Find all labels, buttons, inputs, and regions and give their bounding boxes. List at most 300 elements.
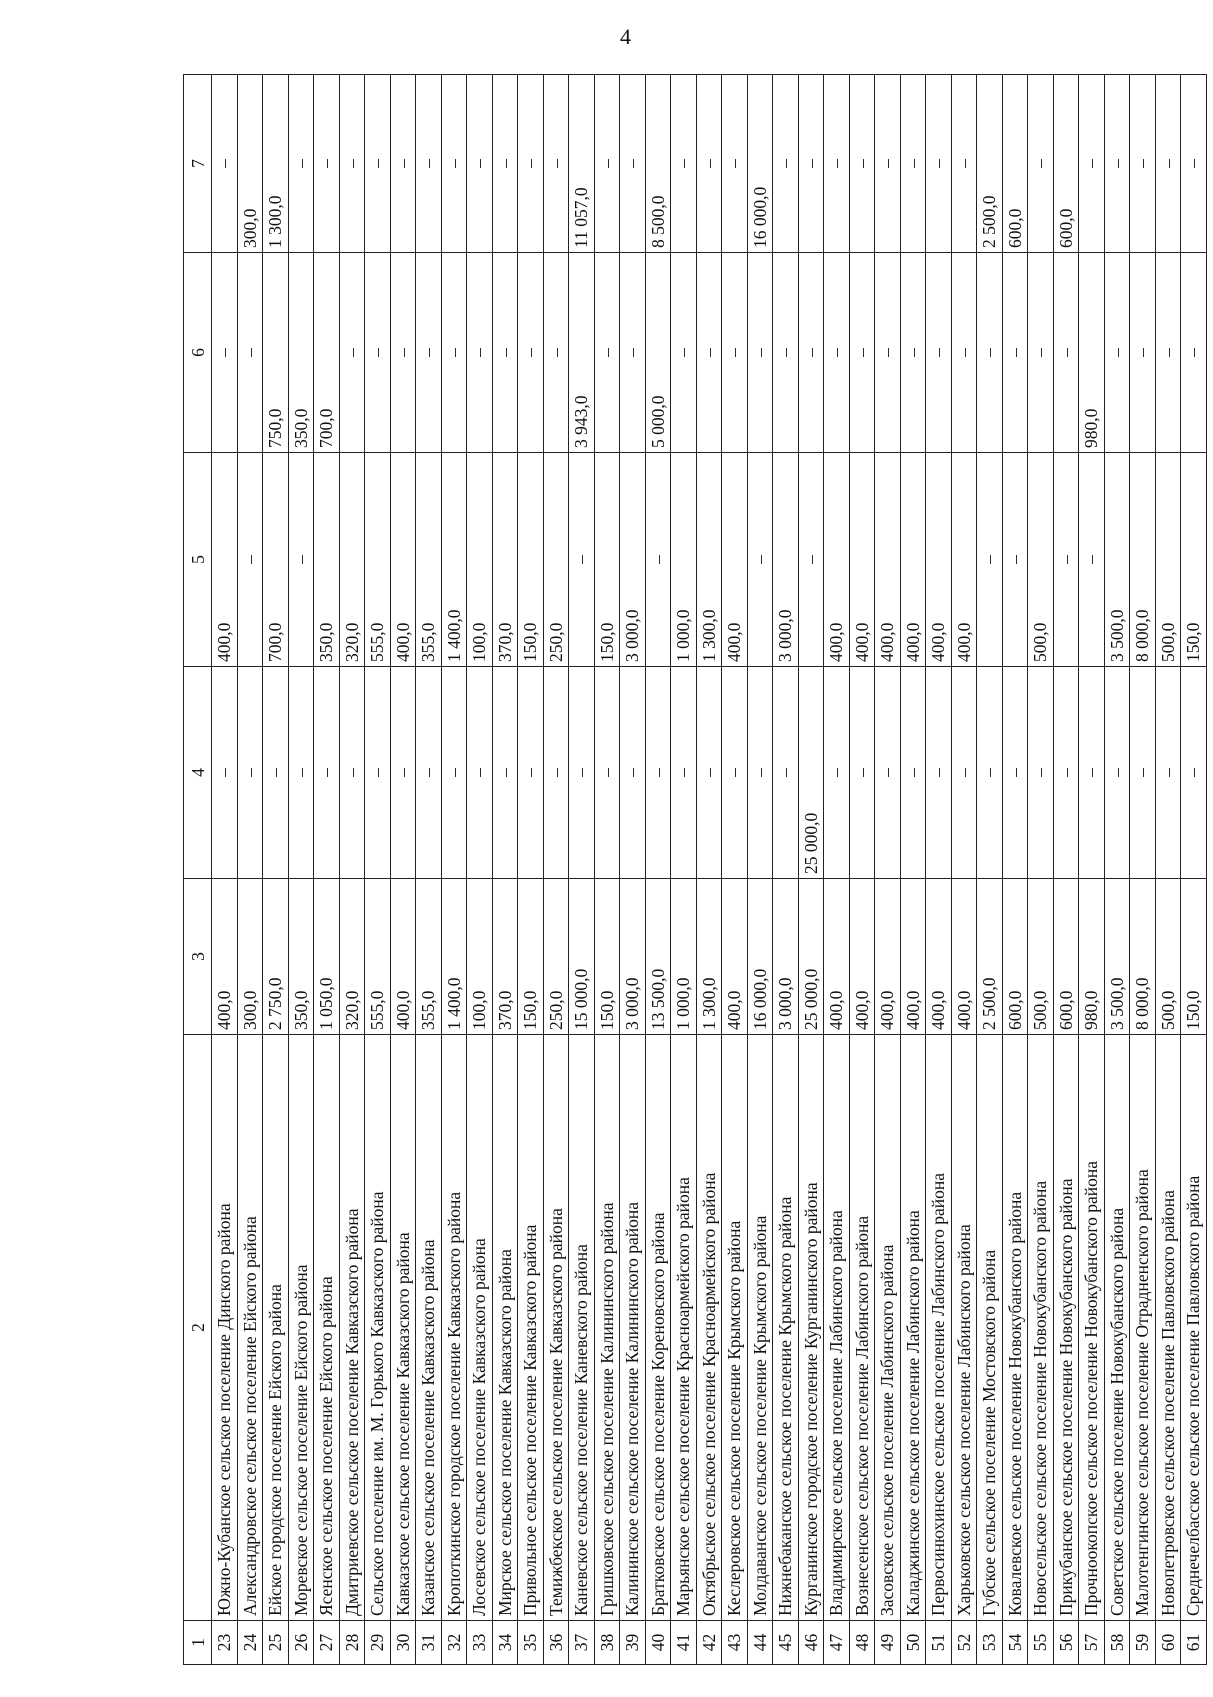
table-body bbox=[212, 75, 1207, 1665]
value-col5: 150,0 bbox=[1181, 453, 1207, 667]
value-col7: – bbox=[492, 75, 518, 253]
value-col6: – bbox=[824, 253, 850, 453]
value-col5: 320,0 bbox=[339, 453, 365, 667]
settlement-name: Темижбекское сельское поселение Кавказского района bbox=[543, 1035, 569, 1621]
column-header: 4 bbox=[184, 667, 212, 879]
value-col5: 400,0 bbox=[722, 453, 748, 667]
value-col5: 3 500,0 bbox=[1104, 453, 1130, 667]
row-number: 51 bbox=[926, 1621, 952, 1665]
value-col5: – bbox=[1002, 453, 1028, 667]
value-col3: 400,0 bbox=[390, 879, 416, 1035]
value-col6: – bbox=[1181, 253, 1207, 453]
value-col5: 3 000,0 bbox=[773, 453, 799, 667]
value-col4: – bbox=[263, 667, 289, 879]
value-col4: – bbox=[314, 667, 340, 879]
value-col4: – bbox=[900, 667, 926, 879]
value-col4: – bbox=[1002, 667, 1028, 879]
value-col6: 3 943,0 bbox=[569, 253, 595, 453]
value-col3: 300,0 bbox=[237, 879, 263, 1035]
value-col3: 1 000,0 bbox=[671, 879, 697, 1035]
row-number: 38 bbox=[594, 1621, 620, 1665]
value-col4: – bbox=[773, 667, 799, 879]
settlement-name: Кропоткинское городское поселение Кавказского района bbox=[441, 1035, 467, 1621]
value-col6: – bbox=[696, 253, 722, 453]
value-col6: – bbox=[237, 253, 263, 453]
value-col6: – bbox=[977, 253, 1003, 453]
table-header-row bbox=[184, 75, 212, 1665]
row-number: 42 bbox=[696, 1621, 722, 1665]
value-col7: – bbox=[1155, 75, 1181, 253]
value-col4: – bbox=[722, 667, 748, 879]
row-number: 43 bbox=[722, 1621, 748, 1665]
value-col3: 150,0 bbox=[594, 879, 620, 1035]
value-col6: – bbox=[849, 253, 875, 453]
value-col3: 8 000,0 bbox=[1130, 879, 1156, 1035]
value-col3: 1 050,0 bbox=[314, 879, 340, 1035]
value-col7: – bbox=[467, 75, 493, 253]
settlement-name: Кеслеровское сельское поселение Крымского района bbox=[722, 1035, 748, 1621]
value-col4: – bbox=[1155, 667, 1181, 879]
table-row bbox=[390, 75, 416, 1665]
value-col6: – bbox=[1002, 253, 1028, 453]
value-col5: – bbox=[747, 453, 773, 667]
value-col5: 400,0 bbox=[824, 453, 850, 667]
row-number: 29 bbox=[365, 1621, 391, 1665]
value-col6: – bbox=[1028, 253, 1054, 453]
value-col5: – bbox=[645, 453, 671, 667]
value-col3: 100,0 bbox=[467, 879, 493, 1035]
value-col5: 400,0 bbox=[951, 453, 977, 667]
value-col5: 400,0 bbox=[212, 453, 238, 667]
settlement-name: Александровское сельское поселение Ейского района bbox=[237, 1035, 263, 1621]
row-number: 24 bbox=[237, 1621, 263, 1665]
table-row bbox=[492, 75, 518, 1665]
table-row bbox=[824, 75, 850, 1665]
value-col7: – bbox=[365, 75, 391, 253]
table-row bbox=[365, 75, 391, 1665]
table-row bbox=[212, 75, 238, 1665]
value-col7: – bbox=[1181, 75, 1207, 253]
value-col6: – bbox=[951, 253, 977, 453]
row-number: 27 bbox=[314, 1621, 340, 1665]
row-number: 59 bbox=[1130, 1621, 1156, 1665]
table-row bbox=[1002, 75, 1028, 1665]
row-number: 32 bbox=[441, 1621, 467, 1665]
settlement-name: Калининское сельское поселение Калининского района bbox=[620, 1035, 646, 1621]
value-col5: 500,0 bbox=[1155, 453, 1181, 667]
settlement-name: Первосинюхинское сельское поселение Лабинского района bbox=[926, 1035, 952, 1621]
settlement-name: Каладжинское сельское поселение Лабинского района bbox=[900, 1035, 926, 1621]
value-col3: 500,0 bbox=[1155, 879, 1181, 1035]
value-col5: 1 400,0 bbox=[441, 453, 467, 667]
value-col6: – bbox=[594, 253, 620, 453]
value-col3: 370,0 bbox=[492, 879, 518, 1035]
value-col3: 2 750,0 bbox=[263, 879, 289, 1035]
settlement-name: Ковалевское сельское поселение Новокубанского района bbox=[1002, 1035, 1028, 1621]
row-number: 40 bbox=[645, 1621, 671, 1665]
value-col4: – bbox=[1181, 667, 1207, 879]
value-col5: 150,0 bbox=[594, 453, 620, 667]
settlement-name: Октябрьское сельское поселение Красноармейского района bbox=[696, 1035, 722, 1621]
value-col3: 400,0 bbox=[212, 879, 238, 1035]
value-col4: – bbox=[1130, 667, 1156, 879]
value-col7: – bbox=[441, 75, 467, 253]
value-col4: – bbox=[237, 667, 263, 879]
settlement-name: Сельское поселение им. М. Горького Кавказского района bbox=[365, 1035, 391, 1621]
value-col3: 400,0 bbox=[951, 879, 977, 1035]
value-col7: – bbox=[339, 75, 365, 253]
value-col5: – bbox=[569, 453, 595, 667]
row-number: 34 bbox=[492, 1621, 518, 1665]
value-col7: 11 057,0 bbox=[569, 75, 595, 253]
value-col5: 400,0 bbox=[849, 453, 875, 667]
value-col7: 600,0 bbox=[1053, 75, 1079, 253]
value-col6: – bbox=[1130, 253, 1156, 453]
table-row bbox=[263, 75, 289, 1665]
value-col5: 500,0 bbox=[1028, 453, 1054, 667]
value-col5: 150,0 bbox=[518, 453, 544, 667]
value-col5: 350,0 bbox=[314, 453, 340, 667]
value-col7: – bbox=[518, 75, 544, 253]
value-col6: – bbox=[620, 253, 646, 453]
value-col6: – bbox=[926, 253, 952, 453]
table-row bbox=[288, 75, 314, 1665]
table-row bbox=[798, 75, 824, 1665]
value-col4: – bbox=[365, 667, 391, 879]
table-row bbox=[237, 75, 263, 1665]
value-col6: – bbox=[390, 253, 416, 453]
value-col7: – bbox=[849, 75, 875, 253]
value-col3: 400,0 bbox=[875, 879, 901, 1035]
value-col6: – bbox=[1053, 253, 1079, 453]
row-number: 31 bbox=[416, 1621, 442, 1665]
value-col4: – bbox=[339, 667, 365, 879]
budget-table bbox=[183, 74, 1207, 1665]
value-col7: 2 500,0 bbox=[977, 75, 1003, 253]
value-col7: – bbox=[314, 75, 340, 253]
value-col7: – bbox=[824, 75, 850, 253]
value-col4: – bbox=[824, 667, 850, 879]
settlement-name: Засовское сельское поселение Лабинского района bbox=[875, 1035, 901, 1621]
column-header: 2 bbox=[184, 1035, 212, 1621]
settlement-name: Марьянское сельское поселение Красноармейского района bbox=[671, 1035, 697, 1621]
row-number: 50 bbox=[900, 1621, 926, 1665]
table-row bbox=[926, 75, 952, 1665]
value-col5: 1 000,0 bbox=[671, 453, 697, 667]
value-col6: 5 000,0 bbox=[645, 253, 671, 453]
value-col6: – bbox=[798, 253, 824, 453]
table-row bbox=[1104, 75, 1130, 1665]
settlement-name: Дмитриевское сельское поселение Кавказского района bbox=[339, 1035, 365, 1621]
value-col6: – bbox=[722, 253, 748, 453]
settlement-name: Среднечелбасское сельское поселение Павловского района bbox=[1181, 1035, 1207, 1621]
row-number: 47 bbox=[824, 1621, 850, 1665]
value-col4: – bbox=[594, 667, 620, 879]
column-header: 7 bbox=[184, 75, 212, 253]
settlement-name: Лосевское сельское поселение Кавказского района bbox=[467, 1035, 493, 1621]
settlement-name: Вознесенское сельское поселение Лабинского района bbox=[849, 1035, 875, 1621]
value-col3: 15 000,0 bbox=[569, 879, 595, 1035]
value-col6: – bbox=[339, 253, 365, 453]
value-col3: 400,0 bbox=[722, 879, 748, 1035]
value-col4: – bbox=[416, 667, 442, 879]
value-col5: 400,0 bbox=[875, 453, 901, 667]
value-col6: – bbox=[416, 253, 442, 453]
value-col7: – bbox=[671, 75, 697, 253]
value-col5: 400,0 bbox=[900, 453, 926, 667]
value-col4: – bbox=[1028, 667, 1054, 879]
row-number: 36 bbox=[543, 1621, 569, 1665]
table-row bbox=[543, 75, 569, 1665]
page-number: 4 bbox=[620, 24, 631, 49]
value-col5: – bbox=[237, 453, 263, 667]
column-header: 3 bbox=[184, 879, 212, 1035]
row-number: 56 bbox=[1053, 1621, 1079, 1665]
settlement-name: Новопетровское сельское поселение Павловского района bbox=[1155, 1035, 1181, 1621]
row-number: 53 bbox=[977, 1621, 1003, 1665]
value-col7: 1 300,0 bbox=[263, 75, 289, 253]
value-col7: 300,0 bbox=[237, 75, 263, 253]
value-col7: – bbox=[696, 75, 722, 253]
value-col5: 555,0 bbox=[365, 453, 391, 667]
row-number: 44 bbox=[747, 1621, 773, 1665]
table-row bbox=[1155, 75, 1181, 1665]
row-number: 55 bbox=[1028, 1621, 1054, 1665]
value-col3: 150,0 bbox=[518, 879, 544, 1035]
value-col4: – bbox=[875, 667, 901, 879]
table-row bbox=[314, 75, 340, 1665]
table-row bbox=[1028, 75, 1054, 1665]
settlement-name: Ясенское сельское поселение Ейского района bbox=[314, 1035, 340, 1621]
table-row bbox=[722, 75, 748, 1665]
value-col4: – bbox=[620, 667, 646, 879]
table-row bbox=[747, 75, 773, 1665]
value-col4: 25 000,0 bbox=[798, 667, 824, 879]
value-col7: – bbox=[926, 75, 952, 253]
value-col7: – bbox=[1028, 75, 1054, 253]
table-row bbox=[900, 75, 926, 1665]
value-col3: 500,0 bbox=[1028, 879, 1054, 1035]
table-row bbox=[569, 75, 595, 1665]
row-number: 57 bbox=[1079, 1621, 1105, 1665]
value-col4: – bbox=[492, 667, 518, 879]
table-row bbox=[518, 75, 544, 1665]
value-col6: – bbox=[1104, 253, 1130, 453]
table-row bbox=[1130, 75, 1156, 1665]
value-col5: 8 000,0 bbox=[1130, 453, 1156, 667]
row-number: 46 bbox=[798, 1621, 824, 1665]
table-row bbox=[1053, 75, 1079, 1665]
table-row bbox=[645, 75, 671, 1665]
table-row bbox=[620, 75, 646, 1665]
value-col3: 150,0 bbox=[1181, 879, 1207, 1035]
value-col4: – bbox=[849, 667, 875, 879]
value-col7: – bbox=[900, 75, 926, 253]
settlement-name: Прикубанское сельское поселение Новокубанского района bbox=[1053, 1035, 1079, 1621]
rotated-table-container bbox=[183, 75, 1213, 1665]
settlement-name: Советское сельское поселение Новокубанского района bbox=[1104, 1035, 1130, 1621]
settlement-name: Мирское сельское поселение Кавказского района bbox=[492, 1035, 518, 1621]
value-col4: – bbox=[212, 667, 238, 879]
table-row bbox=[773, 75, 799, 1665]
value-col7: 600,0 bbox=[1002, 75, 1028, 253]
row-number: 25 bbox=[263, 1621, 289, 1665]
value-col4: – bbox=[569, 667, 595, 879]
value-col7: – bbox=[212, 75, 238, 253]
settlement-name: Каневское сельское поселение Каневского района bbox=[569, 1035, 595, 1621]
value-col3: 3 000,0 bbox=[773, 879, 799, 1035]
value-col6: – bbox=[773, 253, 799, 453]
row-number: 39 bbox=[620, 1621, 646, 1665]
settlement-name: Владимирское сельское поселение Лабинского района bbox=[824, 1035, 850, 1621]
settlement-name: Губское сельское поселение Мостовского района bbox=[977, 1035, 1003, 1621]
value-col4: – bbox=[543, 667, 569, 879]
row-number: 26 bbox=[288, 1621, 314, 1665]
row-number: 33 bbox=[467, 1621, 493, 1665]
value-col3: 320,0 bbox=[339, 879, 365, 1035]
value-col7: 16 000,0 bbox=[747, 75, 773, 253]
value-col6: 750,0 bbox=[263, 253, 289, 453]
table-row bbox=[1181, 75, 1207, 1665]
row-number: 23 bbox=[212, 1621, 238, 1665]
value-col3: 16 000,0 bbox=[747, 879, 773, 1035]
table-row bbox=[696, 75, 722, 1665]
value-col4: – bbox=[467, 667, 493, 879]
value-col7: – bbox=[543, 75, 569, 253]
table-row bbox=[849, 75, 875, 1665]
value-col3: 350,0 bbox=[288, 879, 314, 1035]
value-col7: – bbox=[594, 75, 620, 253]
value-col3: 3 000,0 bbox=[620, 879, 646, 1035]
value-col7: – bbox=[798, 75, 824, 253]
row-number: 58 bbox=[1104, 1621, 1130, 1665]
value-col3: 400,0 bbox=[926, 879, 952, 1035]
value-col6: – bbox=[365, 253, 391, 453]
value-col6: – bbox=[1155, 253, 1181, 453]
value-col5: 355,0 bbox=[416, 453, 442, 667]
value-col5: – bbox=[1053, 453, 1079, 667]
value-col6: – bbox=[441, 253, 467, 453]
value-col3: 600,0 bbox=[1053, 879, 1079, 1035]
value-col3: 2 500,0 bbox=[977, 879, 1003, 1035]
row-number: 28 bbox=[339, 1621, 365, 1665]
table-row bbox=[594, 75, 620, 1665]
value-col4: – bbox=[1053, 667, 1079, 879]
value-col6: – bbox=[212, 253, 238, 453]
table-row bbox=[671, 75, 697, 1665]
settlement-name: Курганинское городское поселение Курганинского района bbox=[798, 1035, 824, 1621]
settlement-name: Братковское сельское поселение Кореновского района bbox=[645, 1035, 671, 1621]
settlement-name: Харьковское сельское поселение Лабинского района bbox=[951, 1035, 977, 1621]
settlement-name: Гришковское сельское поселение Калининского района bbox=[594, 1035, 620, 1621]
value-col5: – bbox=[288, 453, 314, 667]
settlement-name: Казанское сельское поселение Кавказского района bbox=[416, 1035, 442, 1621]
value-col3: 555,0 bbox=[365, 879, 391, 1035]
table-row bbox=[441, 75, 467, 1665]
value-col5: 100,0 bbox=[467, 453, 493, 667]
value-col5: – bbox=[798, 453, 824, 667]
value-col7: – bbox=[875, 75, 901, 253]
value-col3: 25 000,0 bbox=[798, 879, 824, 1035]
column-header: 5 bbox=[184, 453, 212, 667]
table-row bbox=[339, 75, 365, 1665]
value-col6: – bbox=[492, 253, 518, 453]
value-col6: – bbox=[900, 253, 926, 453]
value-col4: – bbox=[288, 667, 314, 879]
row-number: 52 bbox=[951, 1621, 977, 1665]
value-col5: 400,0 bbox=[390, 453, 416, 667]
value-col7: – bbox=[288, 75, 314, 253]
value-col7: – bbox=[773, 75, 799, 253]
row-number: 54 bbox=[1002, 1621, 1028, 1665]
value-col4: – bbox=[977, 667, 1003, 879]
value-col6: – bbox=[875, 253, 901, 453]
value-col4: – bbox=[1104, 667, 1130, 879]
value-col4: – bbox=[441, 667, 467, 879]
value-col5: 370,0 bbox=[492, 453, 518, 667]
value-col4: – bbox=[671, 667, 697, 879]
value-col4: – bbox=[696, 667, 722, 879]
table-row bbox=[467, 75, 493, 1665]
value-col7: 8 500,0 bbox=[645, 75, 671, 253]
value-col3: 600,0 bbox=[1002, 879, 1028, 1035]
value-col5: – bbox=[1079, 453, 1105, 667]
settlement-name: Ейское городское поселение Ейского района bbox=[263, 1035, 289, 1621]
column-header: 1 bbox=[184, 1621, 212, 1665]
row-number: 30 bbox=[390, 1621, 416, 1665]
value-col4: – bbox=[1079, 667, 1105, 879]
value-col7: – bbox=[620, 75, 646, 253]
value-col7: – bbox=[416, 75, 442, 253]
value-col4: – bbox=[747, 667, 773, 879]
value-col4: – bbox=[390, 667, 416, 879]
value-col7: – bbox=[1104, 75, 1130, 253]
value-col4: – bbox=[518, 667, 544, 879]
column-header: 6 bbox=[184, 253, 212, 453]
value-col5: 250,0 bbox=[543, 453, 569, 667]
value-col5: 1 300,0 bbox=[696, 453, 722, 667]
row-number: 45 bbox=[773, 1621, 799, 1665]
settlement-name: Молдаванское сельское поселение Крымского района bbox=[747, 1035, 773, 1621]
settlement-name: Моревское сельское поселение Ейского района bbox=[288, 1035, 314, 1621]
value-col7: – bbox=[951, 75, 977, 253]
value-col6: – bbox=[543, 253, 569, 453]
value-col3: 355,0 bbox=[416, 879, 442, 1035]
value-col3: 3 500,0 bbox=[1104, 879, 1130, 1035]
settlement-name: Малотенгинское сельское поселение Отрадненского района bbox=[1130, 1035, 1156, 1621]
row-number: 61 bbox=[1181, 1621, 1207, 1665]
value-col7: – bbox=[390, 75, 416, 253]
settlement-name: Привольное сельское поселение Кавказского района bbox=[518, 1035, 544, 1621]
value-col7: – bbox=[1130, 75, 1156, 253]
row-number: 41 bbox=[671, 1621, 697, 1665]
value-col5: 700,0 bbox=[263, 453, 289, 667]
value-col4: – bbox=[926, 667, 952, 879]
value-col5: 400,0 bbox=[926, 453, 952, 667]
value-col5: – bbox=[977, 453, 1003, 667]
settlement-name: Нижнебаканское сельское поселение Крымского района bbox=[773, 1035, 799, 1621]
value-col7: – bbox=[1079, 75, 1105, 253]
value-col3: 400,0 bbox=[849, 879, 875, 1035]
row-number: 35 bbox=[518, 1621, 544, 1665]
value-col3: 400,0 bbox=[824, 879, 850, 1035]
value-col6: 700,0 bbox=[314, 253, 340, 453]
value-col3: 400,0 bbox=[900, 879, 926, 1035]
value-col4: – bbox=[645, 667, 671, 879]
table-row bbox=[951, 75, 977, 1665]
table-row bbox=[875, 75, 901, 1665]
settlement-name: Кавказское сельское поселение Кавказского района bbox=[390, 1035, 416, 1621]
